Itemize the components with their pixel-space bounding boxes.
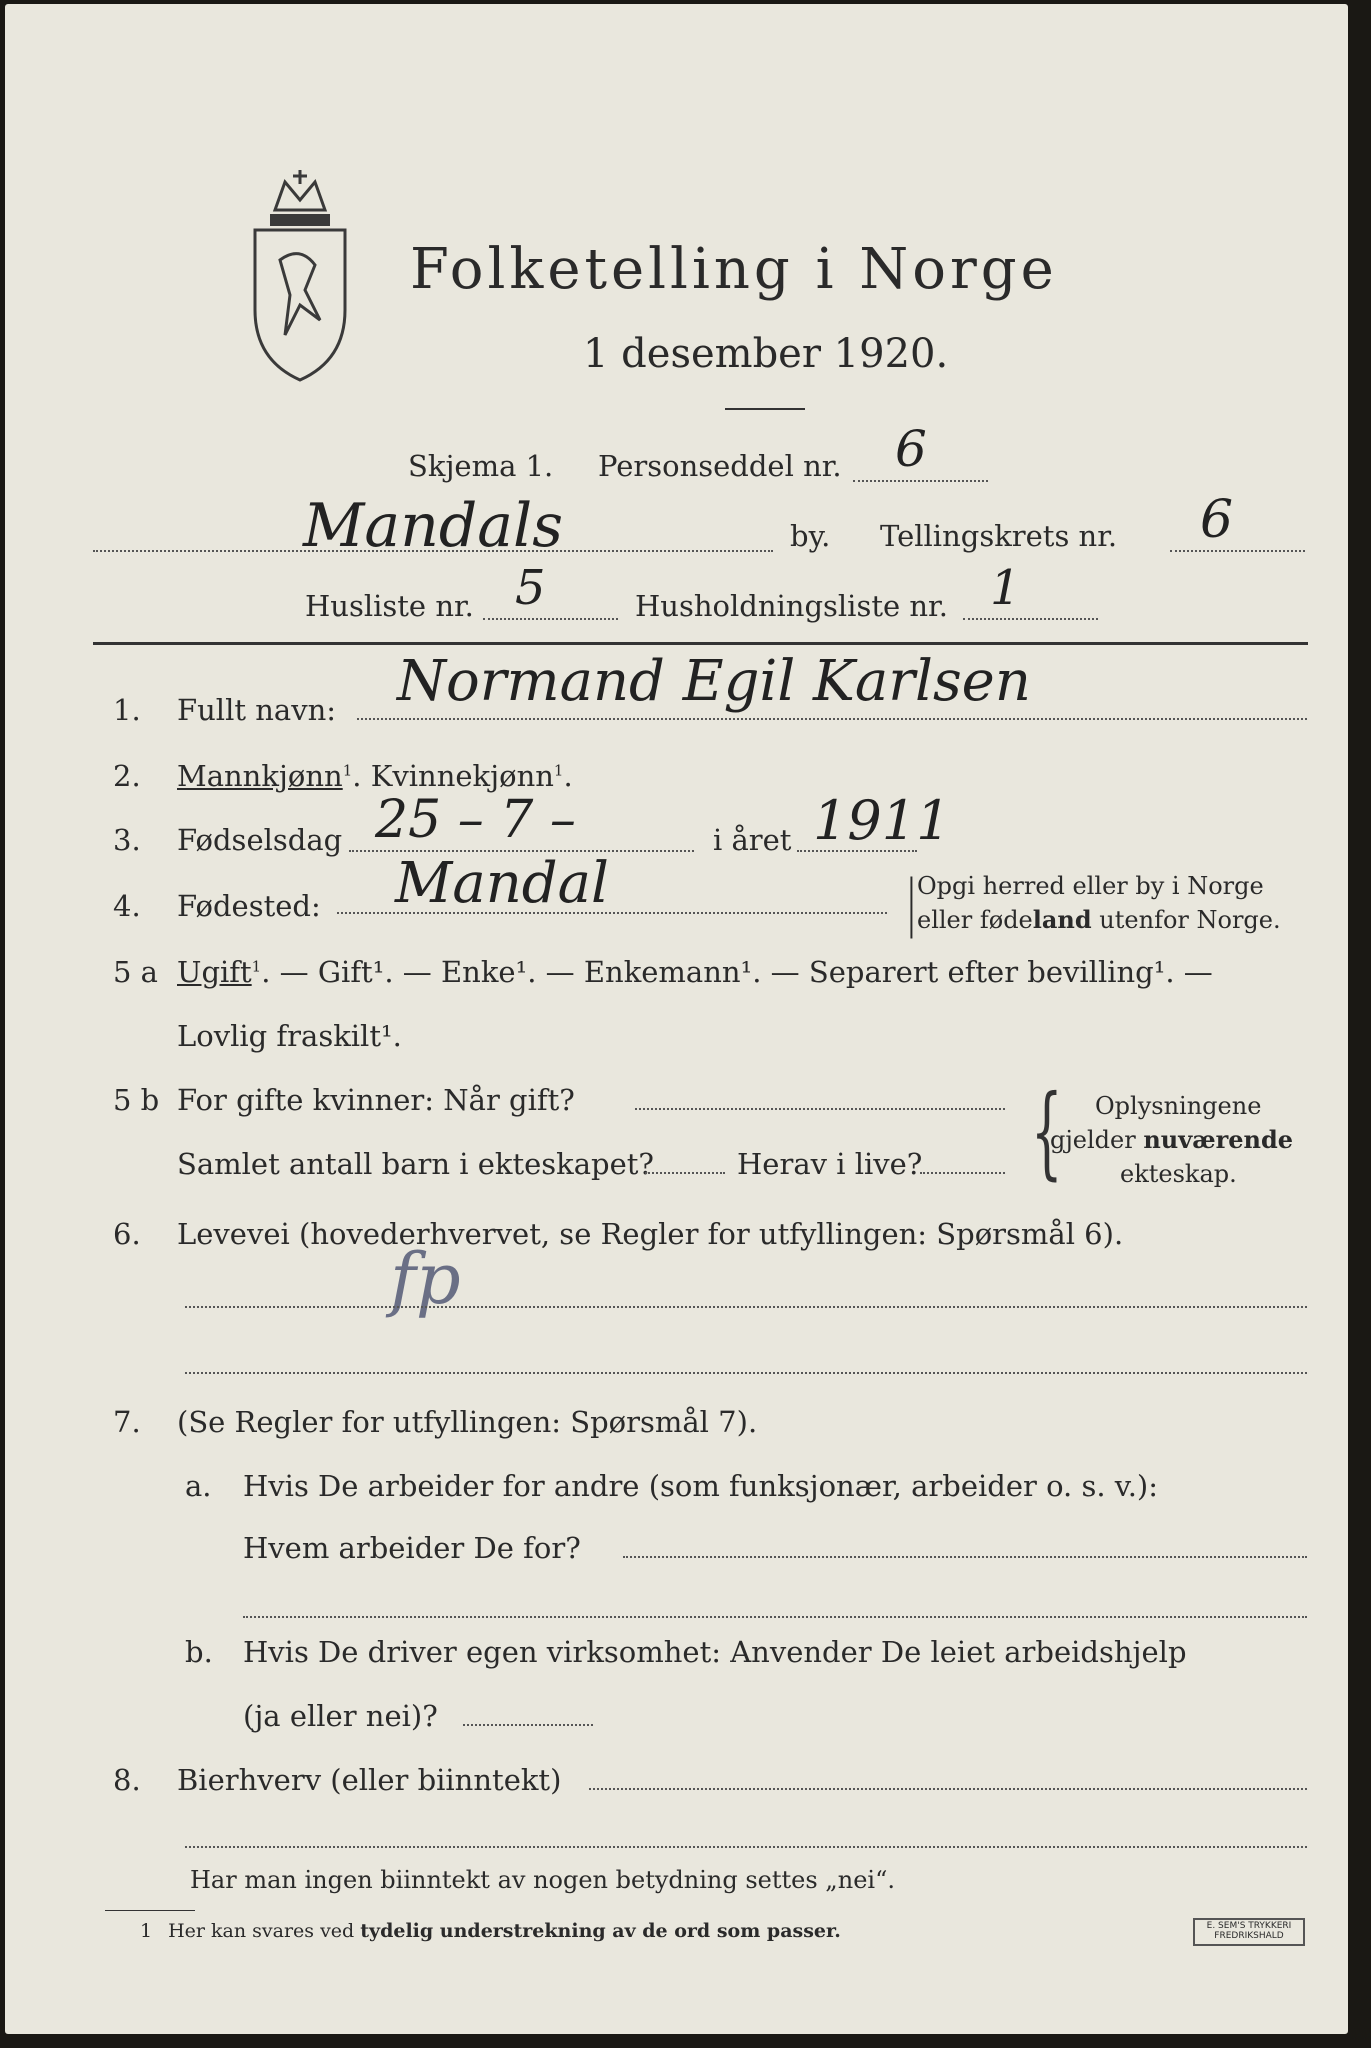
tellingskrets-label: Tellingskrets nr.: [880, 519, 1118, 553]
q7b-line2-dots: [463, 1724, 593, 1726]
form-title: Folketelling i Norge: [410, 237, 1058, 302]
form-date: 1 desember 1920.: [583, 331, 949, 377]
q2-num: 2.: [113, 759, 141, 793]
q7b-line2: (ja eller nei)?: [243, 1699, 438, 1733]
by-label: by.: [790, 519, 831, 553]
tellingskrets-value[interactable]: 6: [1200, 490, 1234, 550]
q7-num: 7.: [113, 1405, 141, 1439]
q4-note1: Opgi herred eller by i Norge: [917, 872, 1264, 900]
male-option[interactable]: Mannkjønn: [177, 759, 343, 793]
personseddel-label: Personseddel nr.: [598, 449, 842, 483]
husholdning-line: [963, 618, 1098, 620]
city-line: [93, 550, 773, 552]
q3-year-line: [797, 850, 917, 852]
schema-label: Skjema 1.: [408, 449, 554, 483]
q5b-line2b-dots: [920, 1172, 1005, 1174]
husliste-label: Husliste nr.: [305, 589, 474, 623]
q7a-line2: Hvem arbeider De for?: [243, 1531, 581, 1565]
q6-line2: [185, 1372, 1307, 1374]
q5b-note1: Oplysningene: [1095, 1092, 1262, 1120]
q3-num: 3.: [113, 823, 141, 857]
q7a-letter: a.: [185, 1469, 212, 1503]
husliste-value[interactable]: 5: [515, 560, 546, 616]
q1-num: 1.: [113, 693, 141, 727]
husholdning-label: Husholdningsliste nr.: [635, 589, 948, 623]
q7a-line2-dots: [623, 1556, 1307, 1558]
q7b-line1: Hvis De driver egen virksomhet: Anvender De leiet arbeidshjelp: [243, 1635, 1187, 1669]
q3-year-value[interactable]: 1911: [813, 789, 951, 852]
q5b-line2a-dots: [645, 1172, 725, 1174]
q4-value[interactable]: Mandal: [395, 851, 609, 916]
q4-note2: eller fødeland utenfor Norge.: [917, 905, 1281, 934]
female-option[interactable]: Kvinnekjønn: [370, 759, 554, 793]
title-divider: [725, 408, 805, 410]
q6-value[interactable]: fp: [390, 1238, 461, 1320]
q8-line1: [589, 1788, 1307, 1790]
q6-line1: [185, 1306, 1307, 1308]
q4-line: [337, 912, 887, 914]
coat-of-arms-icon: [245, 170, 355, 385]
q5a-line1: Ugift$^1$. — Gift¹. — Enke¹. — Enkemann¹. — Separert efter bevilling¹. —: [177, 955, 1213, 989]
tellingskrets-line: [1170, 550, 1305, 552]
q4-num: 4.: [113, 889, 141, 923]
q5b-note3: ekteskap.: [1120, 1160, 1237, 1188]
personseddel-value[interactable]: 6: [895, 420, 927, 478]
q5b-line2a: Samlet antall barn i ekteskapet?: [177, 1147, 654, 1181]
q7a-line3-dots: [243, 1616, 1307, 1618]
q5b-num: 5 b: [113, 1083, 160, 1117]
q5b-line1: For gifte kvinner: Når gift?: [177, 1083, 575, 1117]
q5b-line2b: Herav i live?: [737, 1147, 923, 1181]
census-form: [5, 4, 1348, 2034]
q8-label: Bierhverv (eller biinntekt): [177, 1763, 562, 1797]
printer-stamp: E. SEM'S TRYKKERI FREDRIKSHALD: [1193, 1918, 1305, 1946]
footnote: 1 Her kan svares ved tydelig understrekning av de ord som passer.: [140, 1920, 841, 1942]
city-value[interactable]: Mandals: [303, 491, 564, 561]
q3-value[interactable]: 25 – 7 –: [375, 790, 576, 850]
husliste-line: [483, 618, 618, 620]
q2-options: Mannkjønn$^1$. Kvinnekjønn$^1$.: [177, 759, 573, 793]
q8-line2: [185, 1846, 1307, 1848]
q5a-line2[interactable]: Lovlig fraskilt¹.: [177, 1019, 402, 1053]
q7-label: (Se Regler for utfyllingen: Spørsmål 7).: [177, 1405, 758, 1439]
q1-label: Fullt navn:: [177, 693, 337, 727]
q4-brace: |: [907, 866, 916, 939]
q5b-brace: {: [1030, 1073, 1063, 1190]
husholdning-value[interactable]: 1: [990, 560, 1021, 616]
q1-value[interactable]: Normand Egil Karlsen: [397, 649, 1031, 714]
q5a-num: 5 a: [113, 955, 158, 989]
q8-num: 8.: [113, 1763, 141, 1797]
note-nei: Har man ingen biinntekt av nogen betydning settes „nei“.: [190, 1866, 895, 1894]
q5b-note2: gjelder nuværende: [1050, 1125, 1294, 1154]
q7b-letter: b.: [185, 1635, 213, 1669]
q5b-line1-dots: [635, 1108, 1005, 1110]
personseddel-line: [853, 480, 988, 482]
q6-label: Levevei (hovederhvervet, se Regler for utfyllingen: Spørsmål 6).: [177, 1217, 1124, 1251]
footnote-divider: [105, 1910, 195, 1911]
q6-num: 6.: [113, 1217, 141, 1251]
q1-line: [357, 718, 1307, 720]
ugift-option[interactable]: Ugift: [177, 955, 252, 989]
q4-label: Fødested:: [177, 889, 321, 923]
q3-year-label: i året: [713, 823, 792, 857]
header-divider: [93, 642, 1308, 645]
q7a-line1: Hvis De arbeider for andre (som funksjonær, arbeider o. s. v.):: [243, 1469, 1159, 1503]
q3-label: Fødselsdag: [177, 823, 343, 857]
